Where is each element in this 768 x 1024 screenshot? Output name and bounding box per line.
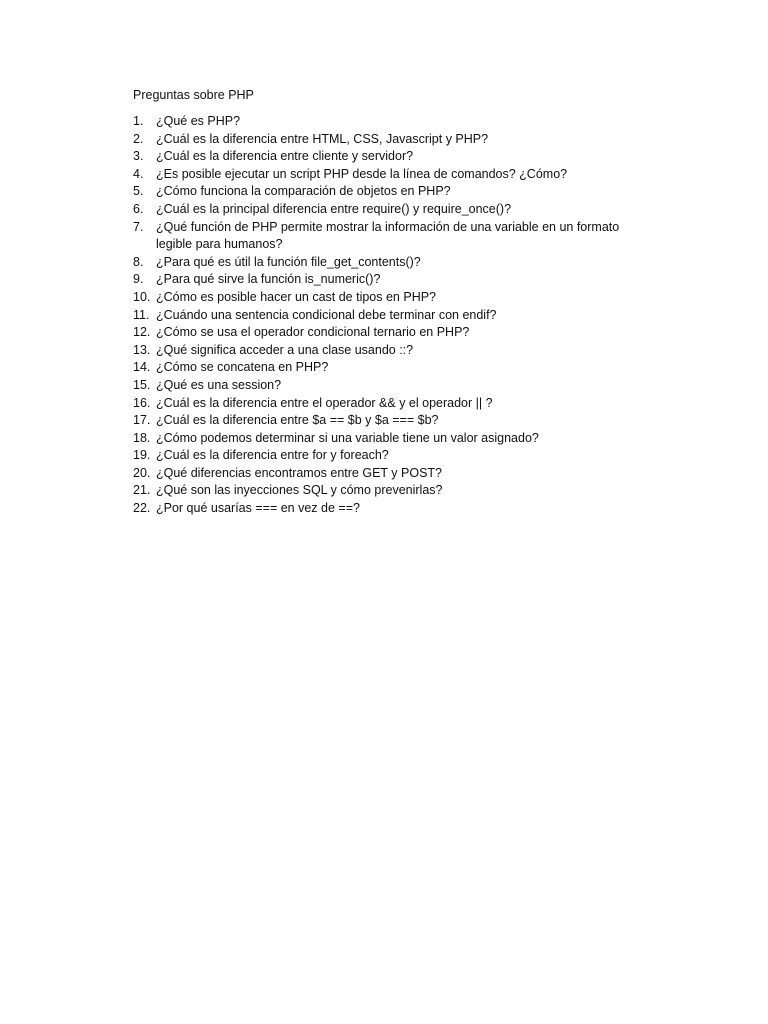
list-item-text: ¿Cuál es la diferencia entre $a == $b y $a === $b? bbox=[156, 413, 439, 428]
list-item bbox=[133, 166, 653, 184]
list-item bbox=[133, 254, 653, 272]
list-item-number: 3. bbox=[133, 149, 144, 164]
list-item-number: 16. bbox=[133, 395, 151, 410]
list-item-number: 6. bbox=[133, 201, 144, 216]
list-item bbox=[133, 183, 653, 201]
list-item bbox=[133, 219, 653, 254]
list-item-text: ¿Qué significa acceder a una clase usando ::? bbox=[156, 342, 414, 357]
list-item bbox=[133, 148, 653, 166]
list-item-text: ¿Es posible ejecutar un script PHP desde la línea de comandos? ¿Cómo? bbox=[156, 166, 568, 181]
list-item-text: ¿Qué es una session? bbox=[156, 377, 282, 392]
list-item-number: 19. bbox=[133, 448, 151, 463]
list-item-text: ¿Para qué es útil la función file_get_contents()? bbox=[156, 254, 421, 269]
list-item bbox=[133, 482, 653, 500]
list-item bbox=[133, 377, 653, 395]
list-item-number: 8. bbox=[133, 254, 144, 269]
list-item-number: 13. bbox=[133, 342, 151, 357]
list-item-text: ¿Cuándo una sentencia condicional debe terminar con endif? bbox=[156, 307, 497, 322]
list-item-number: 5. bbox=[133, 184, 144, 199]
list-item bbox=[133, 359, 653, 377]
question-list bbox=[133, 113, 653, 518]
list-item bbox=[133, 201, 653, 219]
list-item bbox=[133, 500, 653, 518]
list-item-number: 9. bbox=[133, 272, 144, 287]
list-item-text: ¿Cuál es la diferencia entre cliente y servidor? bbox=[156, 149, 414, 164]
list-item-text: ¿Cómo se concatena en PHP? bbox=[156, 360, 329, 375]
list-item-text: ¿Cómo podemos determinar si una variable tiene un valor asignado? bbox=[156, 430, 539, 445]
list-item-text: ¿Cómo funciona la comparación de objetos en PHP? bbox=[156, 184, 451, 199]
list-item-number: 15. bbox=[133, 377, 151, 392]
list-item bbox=[133, 131, 653, 149]
list-item-text: ¿Cuál es la diferencia entre HTML, CSS, Javascript y PHP? bbox=[156, 131, 489, 146]
list-item-text: ¿Cuál es la principal diferencia entre require() y require_once()? bbox=[156, 201, 512, 216]
list-item-number: 22. bbox=[133, 501, 151, 516]
list-item bbox=[133, 307, 653, 325]
list-item bbox=[133, 447, 653, 465]
list-item-text: ¿Qué es PHP? bbox=[156, 114, 241, 128]
list-item bbox=[133, 465, 653, 483]
list-item-number: 4. bbox=[133, 166, 144, 181]
list-item-number: 10. bbox=[133, 289, 151, 304]
list-item-number: 14. bbox=[133, 360, 151, 375]
list-item-number: 20. bbox=[133, 465, 151, 480]
list-item bbox=[133, 412, 653, 430]
list-item-text: ¿Qué son las inyecciones SQL y cómo prevenirlas? bbox=[156, 483, 443, 498]
list-item bbox=[133, 395, 653, 413]
list-item-number: 7. bbox=[133, 219, 144, 234]
list-item-number: 21. bbox=[133, 483, 151, 498]
list-item bbox=[133, 430, 653, 448]
list-item-number: 17. bbox=[133, 413, 151, 428]
list-item-text: ¿Por qué usarías === en vez de ==? bbox=[156, 501, 360, 516]
list-item-number: 18. bbox=[133, 430, 151, 445]
list-item-number: 2. bbox=[133, 131, 144, 146]
list-item-text: ¿Cuál es la diferencia entre el operador && y el operador || ? bbox=[156, 395, 493, 410]
list-item bbox=[133, 342, 653, 360]
list-item bbox=[133, 271, 653, 289]
list-item bbox=[133, 113, 653, 131]
list-item-text: ¿Para qué sirve la función is_numeric()? bbox=[156, 272, 381, 287]
list-item-text: ¿Cuál es la diferencia entre for y foreach? bbox=[156, 448, 389, 463]
list-item-text: ¿Qué función de PHP permite mostrar la información de una variable en un formato legible para humanos? bbox=[156, 219, 620, 252]
list-item bbox=[133, 324, 653, 342]
list-item-text: ¿Cómo se usa el operador condicional ternario en PHP? bbox=[156, 325, 470, 340]
list-item-text: ¿Cómo es posible hacer un cast de tipos en PHP? bbox=[156, 289, 437, 304]
list-item-number: 11. bbox=[133, 307, 150, 322]
list-item-number: 12. bbox=[133, 325, 151, 340]
document-title: Preguntas sobre PHP bbox=[133, 88, 254, 102]
list-item-number: 1. bbox=[133, 114, 144, 128]
list-item bbox=[133, 289, 653, 307]
list-item-text: ¿Qué diferencias encontramos entre GET y POST? bbox=[156, 465, 443, 480]
